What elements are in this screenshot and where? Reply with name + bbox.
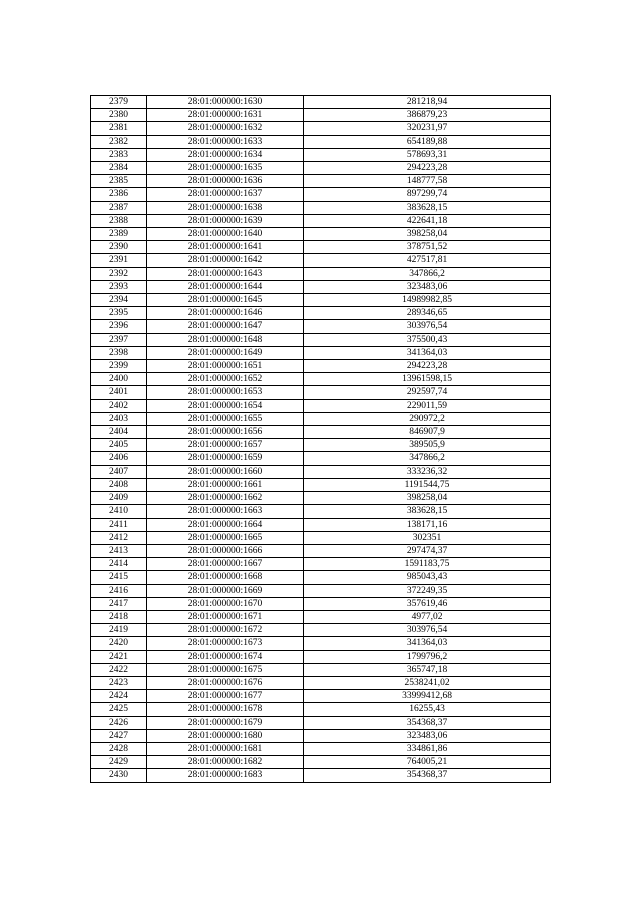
row-number-cell: 2382: [91, 135, 147, 148]
cadastral-value-cell: 320231,97: [304, 122, 551, 135]
cadastral-value-cell: 357619,46: [304, 597, 551, 610]
row-number-cell: 2411: [91, 518, 147, 531]
table-row: [91, 624, 551, 637]
cadastral-value-cell: 654189,88: [304, 135, 551, 148]
table-row: [91, 676, 551, 689]
cadastral-number-cell: 28:01:000000:1652: [147, 373, 304, 386]
table-row: [91, 571, 551, 584]
cadastral-value-cell: 148777,58: [304, 175, 551, 188]
row-number-cell: 2387: [91, 201, 147, 214]
table-row: [91, 294, 551, 307]
table-row: [91, 109, 551, 122]
cadastral-value-cell: 1191544,75: [304, 478, 551, 491]
cadastral-number-cell: 28:01:000000:1670: [147, 597, 304, 610]
table-row: [91, 360, 551, 373]
cadastral-number-cell: 28:01:000000:1651: [147, 360, 304, 373]
row-number-cell: 2417: [91, 597, 147, 610]
row-number-cell: 2425: [91, 703, 147, 716]
cadastral-number-cell: 28:01:000000:1644: [147, 280, 304, 293]
row-number-cell: 2385: [91, 175, 147, 188]
row-number-cell: 2420: [91, 637, 147, 650]
row-number-cell: 2423: [91, 676, 147, 689]
table-row: [91, 690, 551, 703]
cadastral-value-cell: 281218,94: [304, 96, 551, 109]
cadastral-value-cell: 383628,15: [304, 201, 551, 214]
table-body: [91, 96, 551, 783]
table-row: [91, 756, 551, 769]
row-number-cell: 2384: [91, 162, 147, 175]
cadastral-value-cell: 578693,31: [304, 148, 551, 161]
cadastral-number-cell: 28:01:000000:1678: [147, 703, 304, 716]
row-number-cell: 2397: [91, 333, 147, 346]
cadastral-value-cell: 897299,74: [304, 188, 551, 201]
cadastral-number-cell: 28:01:000000:1653: [147, 386, 304, 399]
row-number-cell: 2424: [91, 690, 147, 703]
cadastral-number-cell: 28:01:000000:1663: [147, 505, 304, 518]
cadastral-number-cell: 28:01:000000:1647: [147, 320, 304, 333]
cadastral-number-cell: 28:01:000000:1679: [147, 716, 304, 729]
row-number-cell: 2414: [91, 558, 147, 571]
table-row: [91, 135, 551, 148]
cadastral-number-cell: 28:01:000000:1636: [147, 175, 304, 188]
cadastral-number-cell: 28:01:000000:1655: [147, 412, 304, 425]
row-number-cell: 2386: [91, 188, 147, 201]
cadastral-value-cell: 14989982,85: [304, 294, 551, 307]
cadastral-number-cell: 28:01:000000:1631: [147, 109, 304, 122]
cadastral-value-cell: 365747,18: [304, 663, 551, 676]
table-row: [91, 307, 551, 320]
cadastral-number-cell: 28:01:000000:1683: [147, 769, 304, 782]
row-number-cell: 2408: [91, 478, 147, 491]
cadastral-value-cell: 846907,9: [304, 426, 551, 439]
table-row: [91, 597, 551, 610]
cadastral-number-cell: 28:01:000000:1648: [147, 333, 304, 346]
cadastral-value-cell: 347866,2: [304, 452, 551, 465]
cadastral-number-cell: 28:01:000000:1668: [147, 571, 304, 584]
table-row: [91, 214, 551, 227]
row-number-cell: 2381: [91, 122, 147, 135]
row-number-cell: 2422: [91, 663, 147, 676]
table-row: [91, 558, 551, 571]
cadastral-number-cell: 28:01:000000:1669: [147, 584, 304, 597]
table-row: [91, 729, 551, 742]
row-number-cell: 2412: [91, 531, 147, 544]
cadastral-value-cell: 2538241,02: [304, 676, 551, 689]
table-row: [91, 162, 551, 175]
row-number-cell: 2400: [91, 373, 147, 386]
row-number-cell: 2391: [91, 254, 147, 267]
cadastral-value-cell: 422641,18: [304, 214, 551, 227]
table-row: [91, 412, 551, 425]
row-number-cell: 2403: [91, 412, 147, 425]
cadastral-number-cell: 28:01:000000:1641: [147, 241, 304, 254]
cadastral-value-cell: 290972,2: [304, 412, 551, 425]
cadastral-number-cell: 28:01:000000:1671: [147, 610, 304, 623]
table-row: [91, 320, 551, 333]
table-row: [91, 703, 551, 716]
row-number-cell: 2427: [91, 729, 147, 742]
cadastral-value-cell: 333236,32: [304, 465, 551, 478]
cadastral-value-cell: 354368,37: [304, 769, 551, 782]
cadastral-value-cell: 1799796,2: [304, 650, 551, 663]
row-number-cell: 2421: [91, 650, 147, 663]
row-number-cell: 2393: [91, 280, 147, 293]
row-number-cell: 2405: [91, 439, 147, 452]
cadastral-number-cell: 28:01:000000:1640: [147, 228, 304, 241]
table-row: [91, 439, 551, 452]
table-row: [91, 663, 551, 676]
cadastral-value-cell: 389505,9: [304, 439, 551, 452]
cadastral-number-cell: 28:01:000000:1662: [147, 492, 304, 505]
table-row: [91, 241, 551, 254]
cadastral-value-cell: 383628,15: [304, 505, 551, 518]
row-number-cell: 2394: [91, 294, 147, 307]
cadastral-value-cell: 323483,06: [304, 280, 551, 293]
row-number-cell: 2401: [91, 386, 147, 399]
row-number-cell: 2392: [91, 267, 147, 280]
cadastral-number-cell: 28:01:000000:1672: [147, 624, 304, 637]
cadastral-number-cell: 28:01:000000:1665: [147, 531, 304, 544]
cadastral-number-cell: 28:01:000000:1654: [147, 399, 304, 412]
table-row: [91, 373, 551, 386]
table-row: [91, 399, 551, 412]
table-row: [91, 505, 551, 518]
cadastral-value-cell: 372249,35: [304, 584, 551, 597]
cadastral-number-cell: 28:01:000000:1649: [147, 346, 304, 359]
cadastral-number-cell: 28:01:000000:1666: [147, 544, 304, 557]
table-row: [91, 188, 551, 201]
cadastral-value-cell: 386879,23: [304, 109, 551, 122]
cadastral-number-cell: 28:01:000000:1681: [147, 742, 304, 755]
cadastral-value-cell: 138171,16: [304, 518, 551, 531]
cadastral-value-cell: 303976,54: [304, 624, 551, 637]
table-row: [91, 346, 551, 359]
cadastral-value-cell: 375500,43: [304, 333, 551, 346]
cadastral-value-cell: 294223,28: [304, 162, 551, 175]
cadastral-value-cell: 764005,21: [304, 756, 551, 769]
table-row: [91, 122, 551, 135]
row-number-cell: 2402: [91, 399, 147, 412]
cadastral-number-cell: 28:01:000000:1630: [147, 96, 304, 109]
cadastral-value-cell: 294223,28: [304, 360, 551, 373]
cadastral-value-cell: 398258,04: [304, 492, 551, 505]
table-row: [91, 584, 551, 597]
table-row: [91, 280, 551, 293]
cadastral-number-cell: 28:01:000000:1674: [147, 650, 304, 663]
cadastral-value-cell: 427517,81: [304, 254, 551, 267]
table-row: [91, 610, 551, 623]
table-row: [91, 333, 551, 346]
table-row: [91, 201, 551, 214]
cadastral-number-cell: 28:01:000000:1659: [147, 452, 304, 465]
row-number-cell: 2395: [91, 307, 147, 320]
cadastral-value-cell: 303976,54: [304, 320, 551, 333]
cadastral-value-cell: 347866,2: [304, 267, 551, 280]
cadastral-number-cell: 28:01:000000:1673: [147, 637, 304, 650]
cadastral-number-cell: 28:01:000000:1637: [147, 188, 304, 201]
cadastral-value-cell: 354368,37: [304, 716, 551, 729]
row-number-cell: 2428: [91, 742, 147, 755]
cadastral-value-table: [90, 95, 551, 783]
table-row: [91, 148, 551, 161]
table-row: [91, 531, 551, 544]
cadastral-value-cell: 302351: [304, 531, 551, 544]
cadastral-value-cell: 292597,74: [304, 386, 551, 399]
cadastral-value-cell: 985043,43: [304, 571, 551, 584]
row-number-cell: 2389: [91, 228, 147, 241]
row-number-cell: 2409: [91, 492, 147, 505]
row-number-cell: 2404: [91, 426, 147, 439]
cadastral-number-cell: 28:01:000000:1664: [147, 518, 304, 531]
cadastral-value-cell: 323483,06: [304, 729, 551, 742]
row-number-cell: 2419: [91, 624, 147, 637]
row-number-cell: 2410: [91, 505, 147, 518]
cadastral-number-cell: 28:01:000000:1634: [147, 148, 304, 161]
row-number-cell: 2383: [91, 148, 147, 161]
table-row: [91, 492, 551, 505]
cadastral-value-cell: 378751,52: [304, 241, 551, 254]
row-number-cell: 2429: [91, 756, 147, 769]
cadastral-number-cell: 28:01:000000:1680: [147, 729, 304, 742]
cadastral-number-cell: 28:01:000000:1677: [147, 690, 304, 703]
cadastral-number-cell: 28:01:000000:1646: [147, 307, 304, 320]
cadastral-number-cell: 28:01:000000:1676: [147, 676, 304, 689]
row-number-cell: 2398: [91, 346, 147, 359]
cadastral-number-cell: 28:01:000000:1643: [147, 267, 304, 280]
row-number-cell: 2388: [91, 214, 147, 227]
cadastral-number-cell: 28:01:000000:1638: [147, 201, 304, 214]
cadastral-value-cell: 341364,03: [304, 346, 551, 359]
cadastral-value-cell: 1591183,75: [304, 558, 551, 571]
table-row: [91, 769, 551, 782]
table-row: [91, 650, 551, 663]
table-row: [91, 426, 551, 439]
table-row: [91, 742, 551, 755]
row-number-cell: 2396: [91, 320, 147, 333]
row-number-cell: 2418: [91, 610, 147, 623]
cadastral-value-cell: 16255,43: [304, 703, 551, 716]
cadastral-value-cell: 334861,86: [304, 742, 551, 755]
table-row: [91, 386, 551, 399]
table-row: [91, 267, 551, 280]
cadastral-number-cell: 28:01:000000:1660: [147, 465, 304, 478]
cadastral-number-cell: 28:01:000000:1639: [147, 214, 304, 227]
row-number-cell: 2379: [91, 96, 147, 109]
row-number-cell: 2406: [91, 452, 147, 465]
table-row: [91, 544, 551, 557]
cadastral-number-cell: 28:01:000000:1675: [147, 663, 304, 676]
table-row: [91, 254, 551, 267]
cadastral-value-cell: 229011,59: [304, 399, 551, 412]
cadastral-value-cell: 13961598,15: [304, 373, 551, 386]
cadastral-value-cell: 289346,65: [304, 307, 551, 320]
row-number-cell: 2426: [91, 716, 147, 729]
cadastral-number-cell: 28:01:000000:1635: [147, 162, 304, 175]
table-row: [91, 478, 551, 491]
cadastral-number-cell: 28:01:000000:1657: [147, 439, 304, 452]
cadastral-number-cell: 28:01:000000:1682: [147, 756, 304, 769]
row-number-cell: 2415: [91, 571, 147, 584]
cadastral-value-cell: 33999412,68: [304, 690, 551, 703]
table-row: [91, 175, 551, 188]
cadastral-number-cell: 28:01:000000:1661: [147, 478, 304, 491]
row-number-cell: 2399: [91, 360, 147, 373]
row-number-cell: 2416: [91, 584, 147, 597]
table-row: [91, 716, 551, 729]
cadastral-value-cell: 297474,37: [304, 544, 551, 557]
row-number-cell: 2430: [91, 769, 147, 782]
table-row: [91, 96, 551, 109]
table-row: [91, 452, 551, 465]
cadastral-value-cell: 341364,03: [304, 637, 551, 650]
row-number-cell: 2407: [91, 465, 147, 478]
cadastral-value-cell: 4977,02: [304, 610, 551, 623]
table-row: [91, 518, 551, 531]
table-row: [91, 228, 551, 241]
row-number-cell: 2380: [91, 109, 147, 122]
row-number-cell: 2390: [91, 241, 147, 254]
cadastral-number-cell: 28:01:000000:1642: [147, 254, 304, 267]
cadastral-number-cell: 28:01:000000:1632: [147, 122, 304, 135]
cadastral-value-cell: 398258,04: [304, 228, 551, 241]
table-row: [91, 465, 551, 478]
cadastral-number-cell: 28:01:000000:1645: [147, 294, 304, 307]
cadastral-number-cell: 28:01:000000:1667: [147, 558, 304, 571]
cadastral-number-cell: 28:01:000000:1656: [147, 426, 304, 439]
row-number-cell: 2413: [91, 544, 147, 557]
table-row: [91, 637, 551, 650]
cadastral-number-cell: 28:01:000000:1633: [147, 135, 304, 148]
